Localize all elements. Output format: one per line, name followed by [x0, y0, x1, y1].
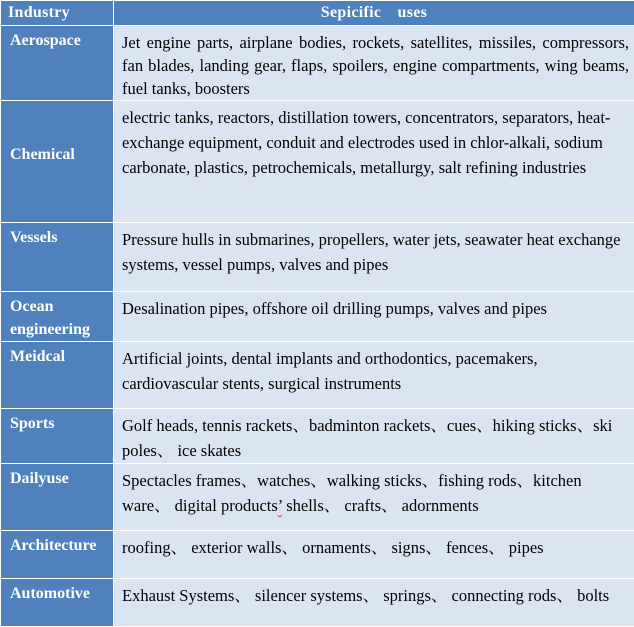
uses-cell: roofing、 exterior walls、 ornaments、 signs、 fences、 pipes — [114, 531, 634, 579]
table-row — [1, 292, 634, 342]
uses-cell: Jet engine parts, airplane bodies, rockets, satellites, missiles, compressors, fan blades, landing gear, flaps, spoilers, engine compartments, wing beams, fuel tanks, boosters — [114, 26, 634, 101]
table-row — [1, 531, 634, 579]
table-row — [1, 409, 634, 464]
industry-cell: Vessels — [1, 223, 114, 292]
uses-cell: Artificial joints, dental implants and orthodontics, pacemakers, cardiovascular stents, surgical instruments — [114, 342, 634, 409]
industry-cell: Sports — [1, 409, 114, 464]
industry-cell: Aerospace — [1, 26, 114, 101]
header-industry: Industry — [1, 1, 114, 26]
industry-cell: Chemical — [1, 101, 114, 223]
industry-cell: Dailyuse — [1, 464, 114, 531]
table-row — [1, 464, 634, 531]
uses-text: shells、 crafts、 adornments — [282, 496, 479, 515]
uses-cell: Pressure hulls in submarines, propellers, water jets, seawater heat exchange systems, vessel pumps, valves and pipes — [114, 223, 634, 292]
industry-cell: Meidcal — [1, 342, 114, 409]
industry-cell: Architecture — [1, 531, 114, 579]
table-row — [1, 26, 634, 101]
industry-cell: Ocean engineering — [1, 292, 114, 342]
uses-cell: Desalination pipes, offshore oil drilling pumps, valves and pipes — [114, 292, 634, 342]
uses-cell: Golf heads, tennis rackets、badminton rackets、cues、hiking sticks、ski poles、 ice skates — [114, 409, 634, 464]
spellcheck-mark: ’ — [278, 496, 282, 515]
table-row — [1, 223, 634, 292]
table-row — [1, 579, 634, 627]
uses-text: Spectacles frames、watches、walking sticks、fishing rods、kitchen ware、 digital products — [122, 471, 582, 515]
table-row — [1, 342, 634, 409]
uses-cell: Exhaust Systems、 silencer systems、 springs、 connecting rods、 bolts — [114, 579, 634, 627]
uses-cell: electric tanks, reactors, distillation towers, concentrators, separators, heat-exchange equipment, conduit and electrodes used in chlor-alkali, sodium carbonate, plastics, petrochemicals, metallurgy, salt refining industries — [114, 101, 634, 223]
industry-cell: Automotive — [1, 579, 114, 627]
table-row — [1, 101, 634, 223]
header-specific-uses: Sepicific uses — [114, 1, 634, 26]
header-row — [1, 1, 634, 26]
uses-cell — [114, 464, 634, 531]
